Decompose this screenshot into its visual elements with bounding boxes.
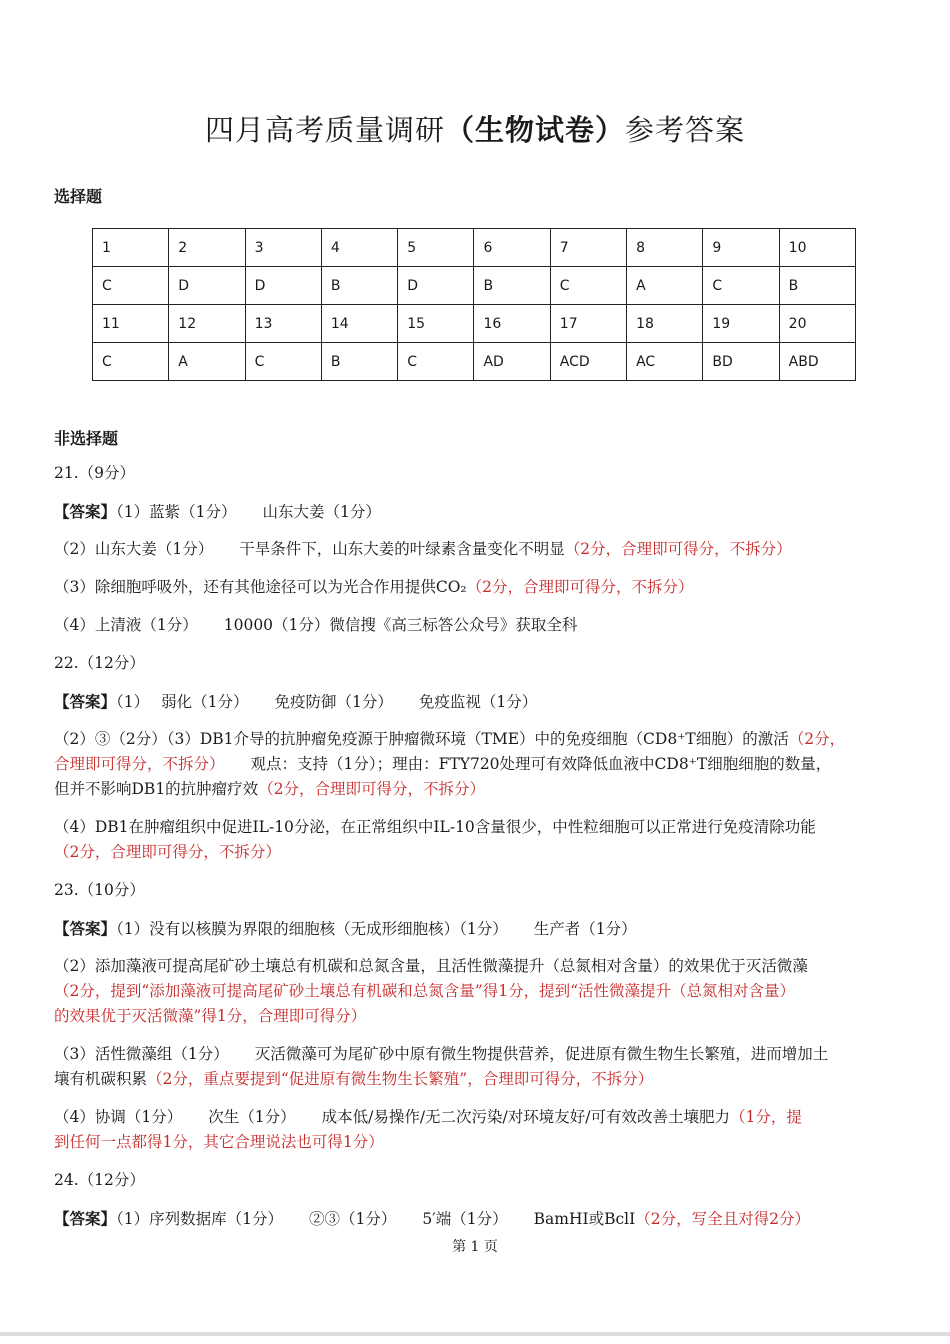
q21-2-b: 干旱条件下，山东大姜的叶绿素含量变化不明显 [239, 540, 565, 558]
q22-2-note-c: （2分，合理即可得分，不拆分） [258, 780, 486, 798]
q21-2-a: （2）山东大姜（1分） [54, 540, 214, 558]
q22-line-2 [54, 727, 902, 752]
question-number-cell: 20 [779, 305, 855, 343]
q24-1-d: BamHI或BclI [533, 1210, 636, 1228]
title-part-bold: （生物试卷） [444, 113, 625, 147]
answer-cell: D [245, 267, 321, 305]
non-mc-heading: 非选择题 [54, 429, 119, 448]
q21-line-1 [54, 499, 902, 525]
question-number-cell: 6 [474, 229, 550, 267]
q21-3-note: （2分，合理即可得分，不拆分） [466, 578, 694, 596]
q21-3-a: （3）除细胞呼吸外，还有其他途径可以为光合作用提供CO₂ [54, 578, 467, 596]
title-part-2: 参考答案 [625, 113, 746, 147]
q23-line-4 [54, 1105, 902, 1130]
q24-heading: 24.（12分） [54, 1171, 145, 1189]
q23-heading: 23.（10分） [54, 881, 145, 899]
answer-cell: AC [627, 343, 703, 381]
page-number: 第 1 页 [452, 1239, 498, 1255]
answer-cell: ACD [550, 343, 626, 381]
title-part-1: 四月高考质量调研 [204, 113, 445, 147]
question-number-cell: 7 [550, 229, 626, 267]
scan-edge [0, 1332, 950, 1336]
answer-cell: AD [474, 343, 550, 381]
q23-line-3 [54, 1042, 902, 1067]
answer-cell: C [703, 267, 779, 305]
q22-1-a: （1） [116, 693, 150, 711]
q23-4-c: 成本低/易操作/无二次污染/对环境友好/可有效改善土壤肥力 [321, 1108, 730, 1126]
q23-1-b: 生产者（1分） [533, 920, 637, 938]
answer-tag: 【答案】 [54, 502, 117, 521]
answer-cell: C [93, 267, 169, 305]
question-number-cell: 19 [703, 305, 779, 343]
question-number-cell: 5 [398, 229, 474, 267]
answer-tag: 【答案】 [54, 692, 117, 711]
q21-4-a: （4）上清液（1分） [54, 616, 198, 634]
answer-tag: 【答案】 [54, 919, 117, 938]
q24-line-1 [54, 1206, 902, 1232]
q23-3-c: 壤有机碳积累 [54, 1070, 148, 1088]
answer-row [93, 267, 856, 305]
q22-line-4b [54, 840, 902, 865]
q22-2-a: （2）③（2分）（3）DB1介导的抗肿瘤免疫源于肿瘤微环境（TME）中的免疫细胞（CD8⁺T细胞）的激活 [54, 730, 789, 748]
q23-3-a: （3）活性微藻组（1分） [54, 1045, 229, 1063]
page-title [0, 108, 950, 149]
question-number-cell: 13 [245, 305, 321, 343]
question-number-cell: 15 [398, 305, 474, 343]
q22-line-4 [54, 815, 902, 840]
question-number-cell: 1 [93, 229, 169, 267]
q23-line-2b: （2分，提到“添加藻液可提高尾矿砂土壤总有机碳和总氮含量”得1分，提到“活性微藻提升（总氮相对含量） [54, 982, 795, 1000]
question-number-cell: 12 [169, 305, 245, 343]
q23-line-1 [54, 916, 902, 942]
q24-1-a: （1）序列数据库（1分） [116, 1210, 283, 1228]
q23-4-a: （4）协调（1分） [54, 1108, 183, 1126]
q21-1-a: （1）蓝紫（1分） [116, 503, 237, 521]
question-number-cell: 11 [93, 305, 169, 343]
question-number-cell: 3 [245, 229, 321, 267]
question-number-row [93, 305, 856, 343]
q21-1-b: 山东大姜（1分） [262, 503, 381, 521]
q24-1-c: 5′端（1分） [422, 1210, 508, 1228]
q21-line-3 [54, 575, 902, 600]
answer-cell: C [398, 343, 474, 381]
question-number-cell: 2 [169, 229, 245, 267]
answer-cell: BD [703, 343, 779, 381]
q22-4-note: （2分，合理即可得分，不拆分） [54, 843, 281, 861]
q24-1-note: （2分，写全且对得2分） [635, 1210, 810, 1228]
mc-heading: 选择题 [54, 187, 103, 206]
answer-row [93, 343, 856, 381]
mc-answer-table [92, 228, 856, 381]
q22-1-d: 免疫监视（1分） [418, 693, 538, 711]
q23-1-a: （1）没有以核膜为界限的细胞核（无成形细胞核）（1分） [116, 920, 508, 938]
answer-cell: A [627, 267, 703, 305]
q21-line-2 [54, 537, 902, 562]
q22-1-c: 免疫防御（1分） [274, 693, 393, 711]
question-number-cell: 16 [474, 305, 550, 343]
q23-line-2 [54, 954, 902, 979]
question-number-cell: 14 [321, 305, 397, 343]
q22-line-1 [54, 689, 902, 715]
q23-4-note-a: （1分，提 [730, 1108, 802, 1126]
q21-2-note: （2分，合理即可得分，不拆分） [564, 540, 792, 558]
q21-line-4 [54, 613, 902, 638]
answer-tag: 【答案】 [54, 1209, 117, 1228]
q24-1-b: ②③（1分） [309, 1210, 397, 1228]
answer-cell: B [474, 267, 550, 305]
q21-4-b: 10000（1分）微信搜《高三标答公众号》获取全科 [223, 616, 578, 634]
answer-cell: B [779, 267, 855, 305]
question-number-row [93, 229, 856, 267]
q22-heading: 22.（12分） [54, 654, 145, 672]
q23-3-b: 灭活微藻可为尾矿砂中原有微生物提供营养，促进原有微生物生长繁殖，进而增加土 [254, 1045, 829, 1063]
question-number-cell: 10 [779, 229, 855, 267]
q23-line-2c: 的效果优于灭活微藻”得1分，合理即可得分） [54, 1007, 367, 1025]
q21-heading: 21.（9分） [54, 464, 136, 482]
question-number-cell: 9 [703, 229, 779, 267]
answer-cell: C [550, 267, 626, 305]
q22-line-2b [54, 752, 902, 777]
answer-cell: B [321, 343, 397, 381]
q23-4-b: 次生（1分） [208, 1108, 296, 1126]
q23-line-3b [54, 1067, 902, 1092]
q22-4-a: （4）DB1在肿瘤组织中促进IL-10分泌，在正常组织中IL-10含量很少，中性粒细胞可以正常进行免疫清除功能 [54, 818, 816, 836]
q22-2-c: 但并不影响DB1的抗肿瘤疗效 [54, 780, 259, 798]
answer-cell: C [93, 343, 169, 381]
answer-cell: B [321, 267, 397, 305]
answer-cell: D [169, 267, 245, 305]
answer-cell: D [398, 267, 474, 305]
question-number-cell: 18 [627, 305, 703, 343]
q22-2-note-a: （2分， [788, 730, 846, 748]
answer-cell: ABD [779, 343, 855, 381]
answer-cell: A [169, 343, 245, 381]
q23-2-a: （2）添加藻液可提高尾矿砂土壤总有机碳和总氮含量，且活性微藻提升（总氮相对含量）的效果优于灭活微藻 [54, 957, 808, 975]
question-number-cell: 4 [321, 229, 397, 267]
q22-2-b: 观点：支持（1分）；理由：FTY720处理可有效降低血液中CD8⁺T细胞细胞的数量， [250, 755, 832, 773]
q23-3-note: （2分，重点要提到“促进原有微生物生长繁殖”，合理即可得分，不拆分） [147, 1070, 654, 1088]
q22-line-2c [54, 777, 902, 802]
q22-1-b: 弱化（1分） [161, 693, 249, 711]
q23-line-4b: 到任何一点都得1分，其它合理说法也可得1分） [54, 1133, 384, 1151]
question-number-cell: 17 [550, 305, 626, 343]
q22-2-note-b: 合理即可得分，不拆分） [54, 755, 225, 773]
question-number-cell: 8 [627, 229, 703, 267]
answer-cell: C [245, 343, 321, 381]
